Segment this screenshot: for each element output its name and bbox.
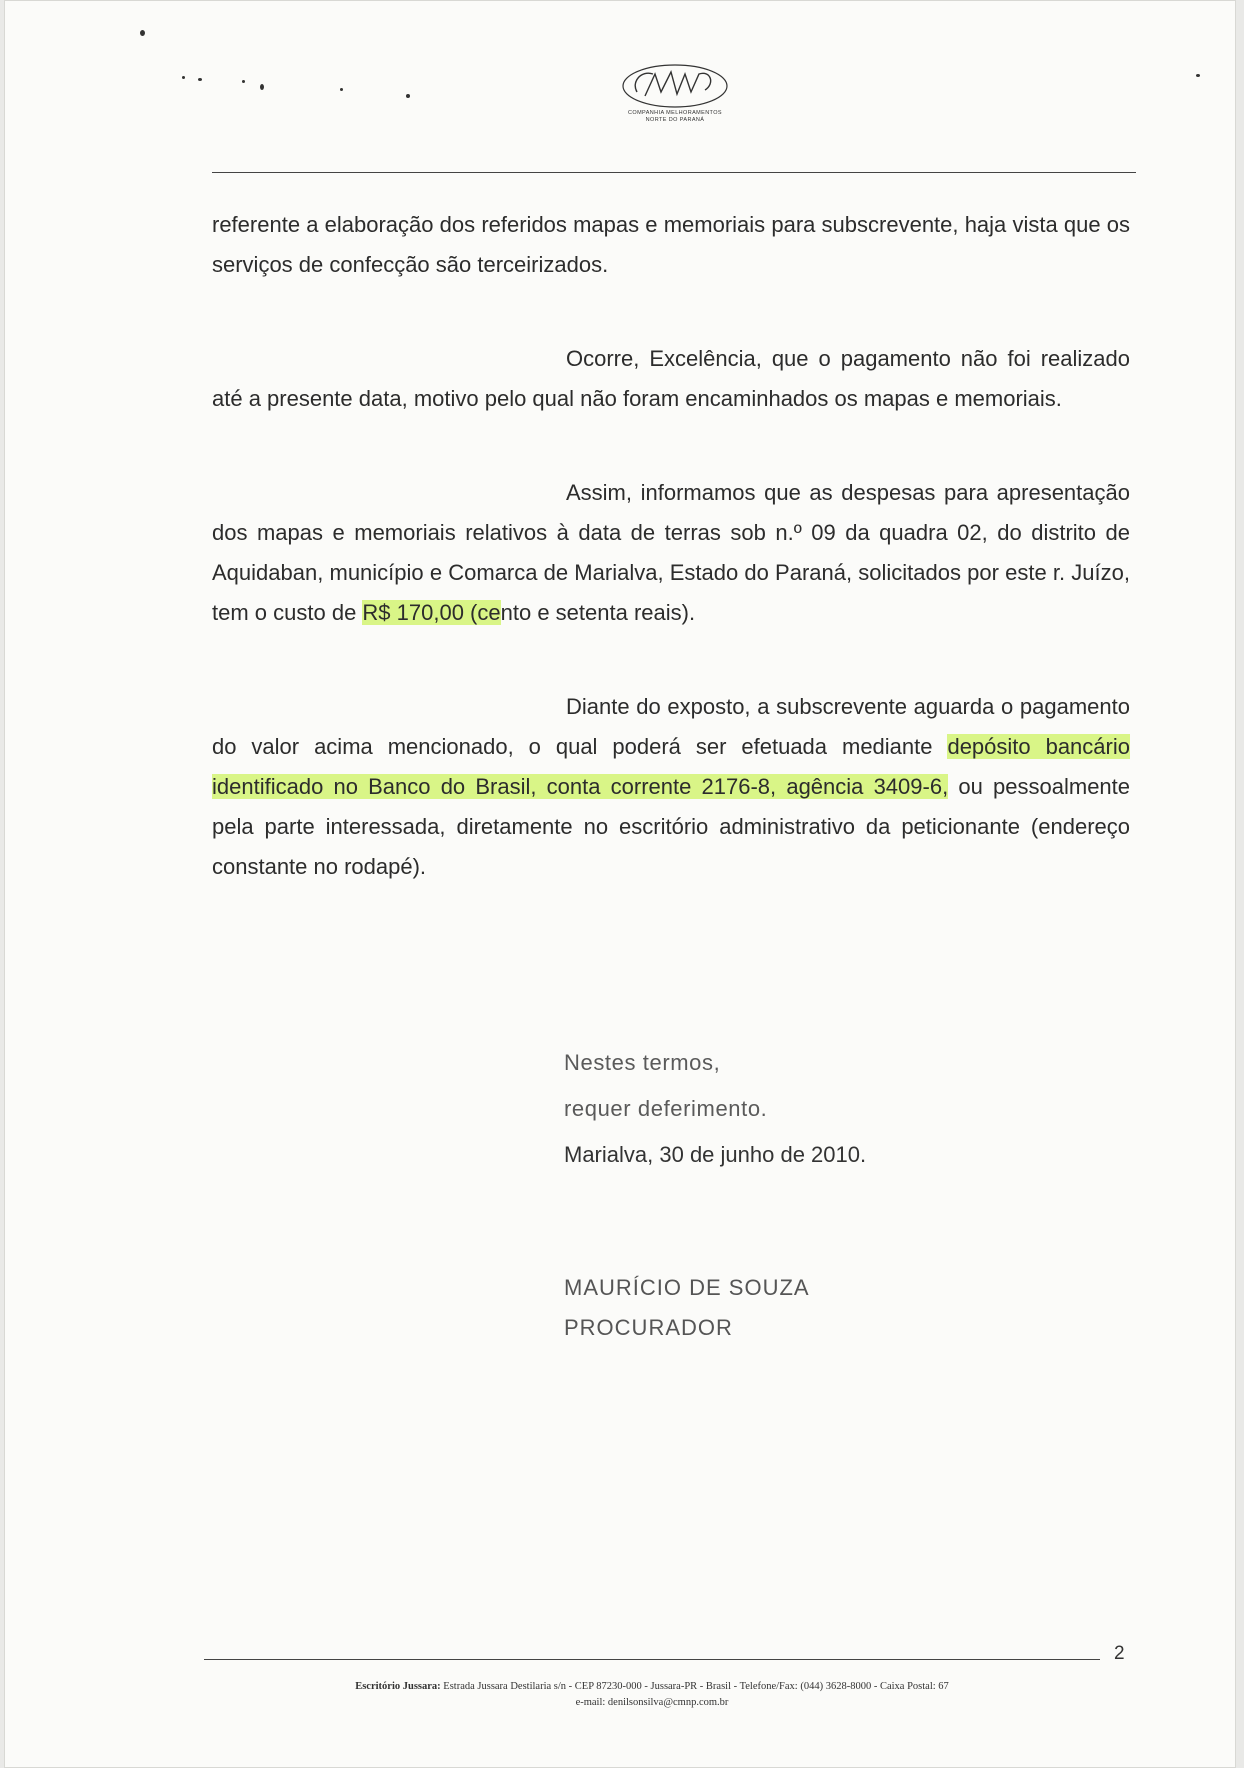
page-number: 2 — [1114, 1643, 1125, 1664]
cmnp-logo-icon — [615, 62, 735, 110]
logo-company-region: NORTE DO PARANÁ — [645, 117, 705, 123]
signatory-name: MAURÍCIO DE SOUZA — [564, 1275, 810, 1300]
signatory-title: PROCURADOR — [564, 1315, 733, 1340]
signature-block — [564, 1268, 810, 1348]
paragraph-4-end: ou pessoalmente pela parte interessada, diretamente no escritório administrativo da peticionante (endereço constante no rodapé). — [212, 774, 1131, 879]
paragraph-3-end: nto e setenta reais). — [500, 600, 696, 625]
paragraph-3 — [212, 473, 1130, 633]
paragraph-4-text: Diante do exposto, a subscrevente aguarda o pagamento do valor acima mencionado, o qual poderá ser efetuada mediante — [212, 694, 1130, 759]
highlighted-amount: R$ 170,00 (ce — [362, 600, 501, 625]
closing-block — [564, 1040, 866, 1178]
header-divider — [212, 172, 1136, 173]
footer-address: Estrada Jussara Destilaria s/n - CEP 87230-000 - Jussara-PR - Brasil - Telefone/Fax: (044) 3628-8000 - Caixa Postal: 67 — [443, 1681, 949, 1692]
footer-address-line — [204, 1679, 1100, 1695]
page-footer — [204, 1679, 1100, 1711]
company-logo — [610, 62, 740, 140]
closing-line-1: Nestes termos, — [564, 1050, 721, 1075]
paragraph-3-text: Assim, informamos que as despesas para apresentação dos mapas e memoriais relativos à data de terras sob n.º 09 da quadra 02, do distrito de Aquidaban, município e Comarca de Marialva, Estado do Paraná, solicitados por este r. Juízo, tem o custo de — [212, 480, 1130, 625]
place-and-date: Marialva, 30 de junho de 2010. — [564, 1142, 867, 1167]
paragraph-4 — [212, 687, 1130, 887]
footer-email: e-mail: denilsonsilva@cmnp.com.br — [575, 1697, 729, 1708]
footer-divider — [204, 1659, 1100, 1660]
letter-body — [212, 205, 1130, 941]
footer-office-label: Escritório Jussara: — [355, 1681, 441, 1692]
highlighted-bank-details: depósito bancário identificado no Banco do Brasil, conta corrente 2176-8, agência 3409-6, — [212, 734, 1130, 799]
document-page — [4, 0, 1236, 1768]
paragraph-1: referente a elaboração dos referidos mapas e memoriais para subscrevente, haja vista que os serviços de confecção são terceirizados. — [212, 212, 1130, 277]
closing-line-2: requer deferimento. — [564, 1096, 768, 1121]
paragraph-2: Ocorre, Excelência, que o pagamento não foi realizado até a presente data, motivo pelo qual não foram encaminhados os mapas e memoriais. — [212, 346, 1130, 411]
logo-company-name: COMPANHIA MELHORAMENTOS — [628, 110, 722, 116]
